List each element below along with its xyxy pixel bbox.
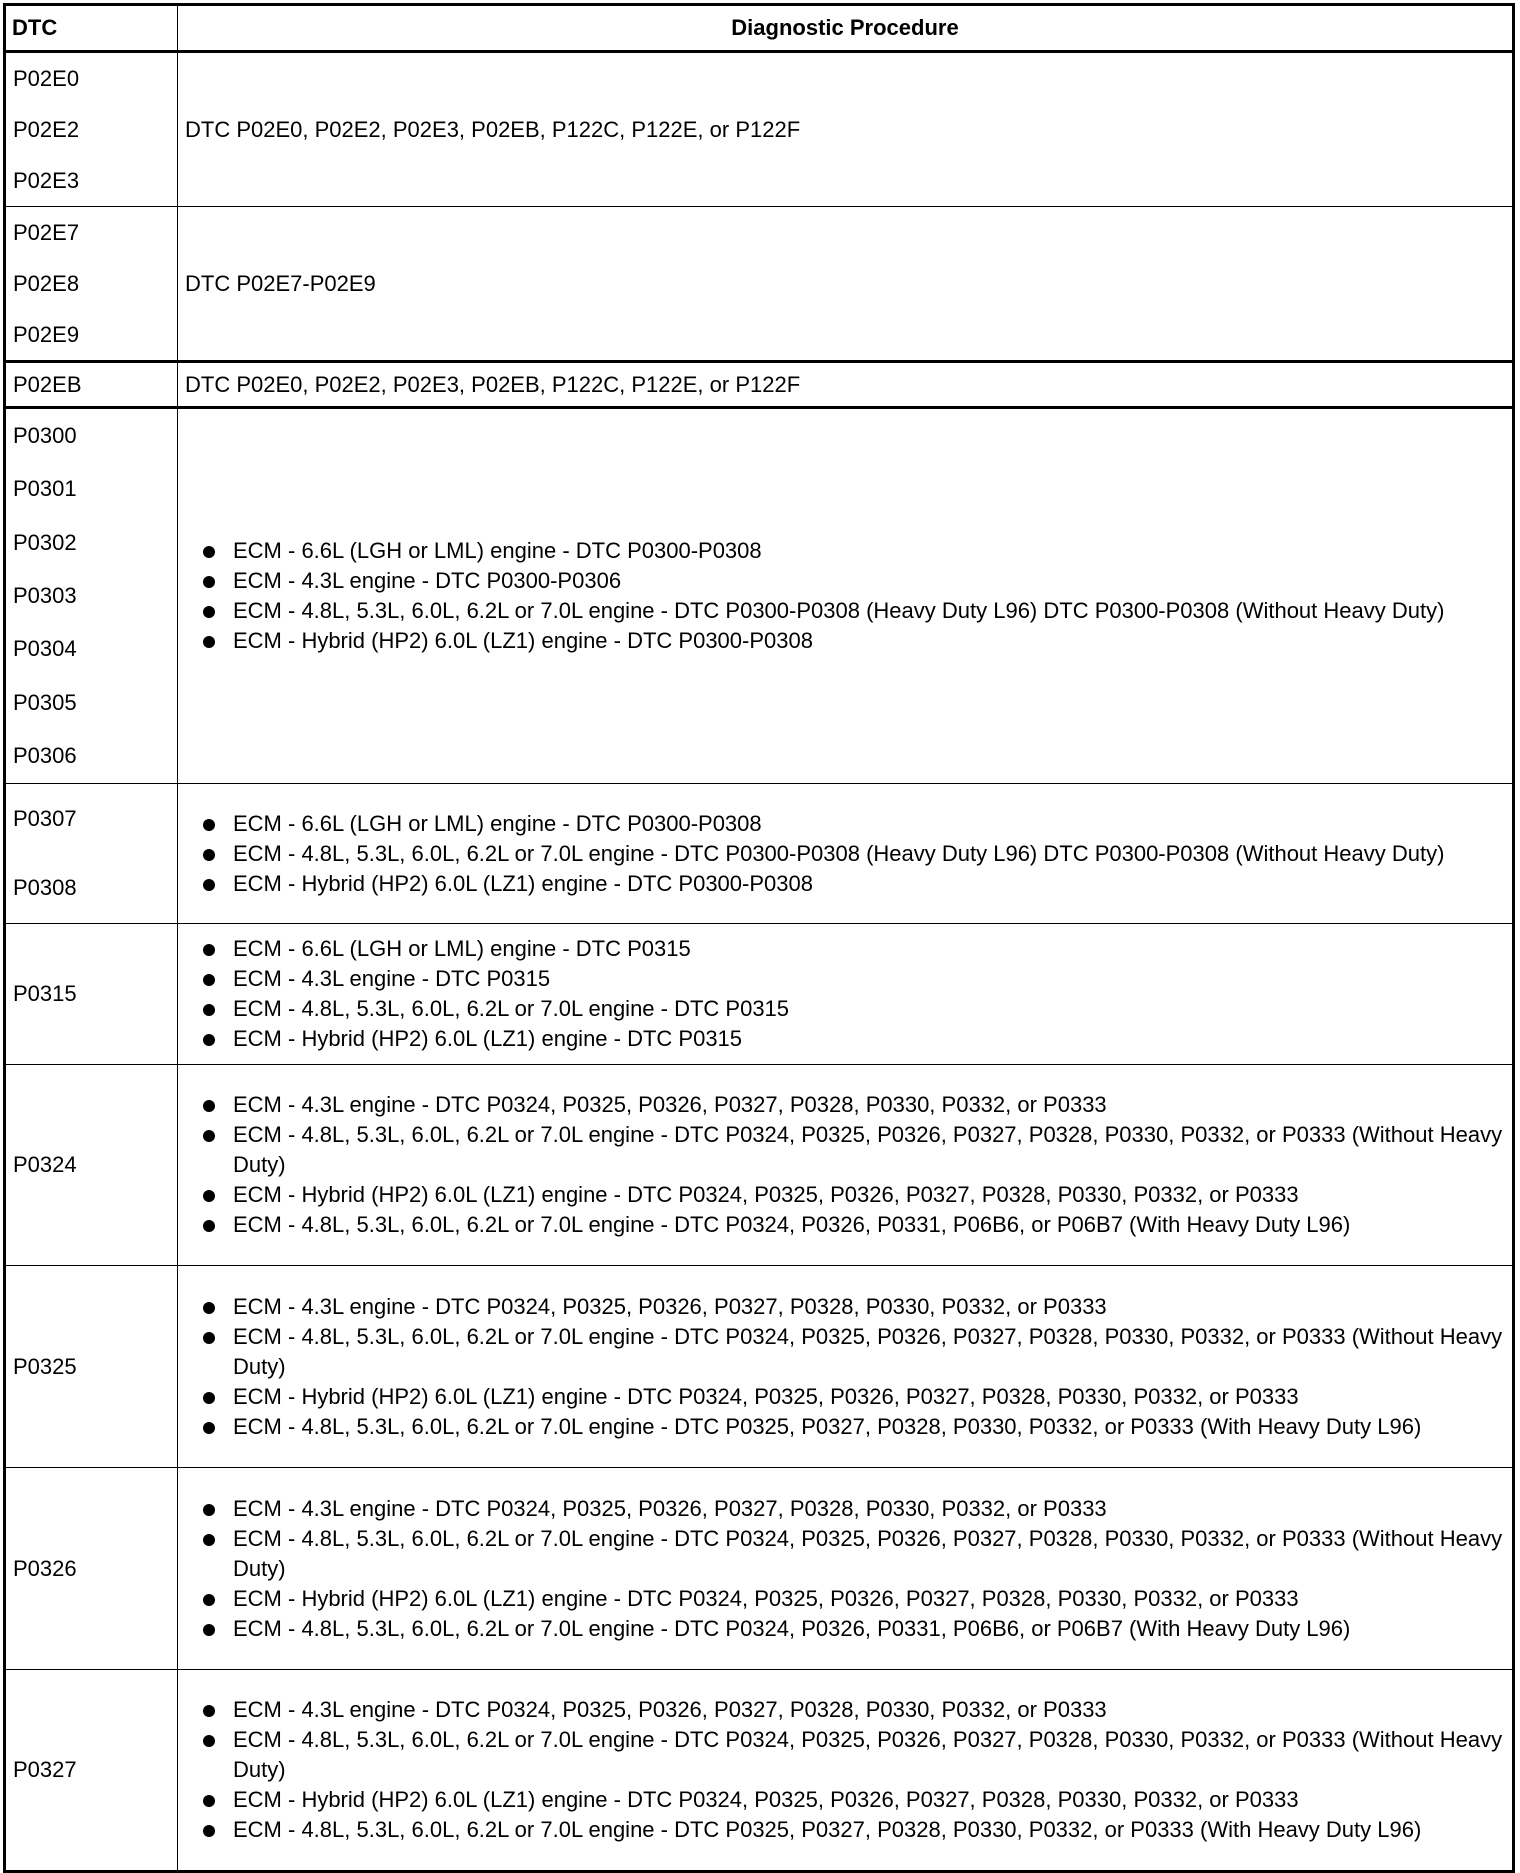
procedure-link[interactable]: ECM - 4.8L, 5.3L, 6.0L, 6.2L or 7.0L engine - DTC P0300-P0308 (Heavy Duty L96) DTC P0300-P0308 (Without Heavy Duty) [233,598,1445,623]
dtc-code-list [6,1065,177,1265]
bullet-icon [203,1422,215,1434]
dtc-code: P0303 [13,582,77,608]
dtc-cell [5,784,178,924]
procedure-list-item [233,626,1504,656]
dtc-code: P0307 [13,805,77,831]
procedure-link[interactable]: ECM - 4.8L, 5.3L, 6.0L, 6.2L or 7.0L engine - DTC P0324, P0325, P0326, P0327, P0328, P0330, P0332, or P0333 (Without Heavy Duty) [233,1323,1503,1379]
procedure-list-item [233,596,1504,626]
procedure-list [178,934,1512,1054]
bullet-icon [203,974,215,986]
bullet-icon [203,1332,215,1344]
procedure-list-item [233,964,1504,994]
dtc-cell [5,924,178,1065]
procedure-link[interactable]: ECM - Hybrid (HP2) 6.0L (LZ1) engine - DTC P0300-P0308 [233,870,813,896]
dtc-code: P0306 [13,743,77,769]
procedure-list-item [233,1524,1504,1584]
bullet-icon [203,1705,215,1717]
procedure-link[interactable]: ECM - 4.8L, 5.3L, 6.0L, 6.2L or 7.0L engine - DTC P0324, P0326, P0331, P06B6, or P06B7 (With Heavy Duty L96) [233,1615,1351,1641]
dtc-cell [5,1266,178,1468]
procedure-cell [178,362,1514,408]
procedure-cell [178,1468,1514,1670]
procedure-link[interactable]: ECM - 4.3L engine - DTC P0315 [233,966,551,991]
bullet-icon [203,1825,215,1837]
procedure-cell [178,924,1514,1065]
procedure-link[interactable]: ECM - 4.3L engine - DTC P0324, P0325, P0326, P0327, P0328, P0330, P0332, or P0333 [233,1495,1107,1521]
dtc-code-list [6,924,177,1064]
bullet-icon [203,1624,215,1636]
bullet-icon [203,606,215,618]
procedure-list-item [233,1614,1504,1644]
procedure-list-item [233,1412,1504,1442]
procedure-link[interactable]: ECM - 4.8L, 5.3L, 6.0L, 6.2L or 7.0L engine - DTC P0325, P0327, P0328, P0330, P0332, or P0333 (With Heavy Duty L96) [233,1413,1422,1439]
procedure-list-item [233,536,1504,566]
procedure-link[interactable]: ECM - 4.3L engine - DTC P0324, P0325, P0326, P0327, P0328, P0330, P0332, or P0333 [233,1697,1107,1722]
procedure-list [178,1695,1512,1845]
dtc-code: P02EB [13,371,82,397]
dtc-code: P0326 [13,1555,77,1581]
procedure-list-item [233,869,1504,899]
procedure-list-item [233,1785,1504,1815]
bullet-icon [203,576,215,588]
procedure-list-item [233,1120,1504,1180]
bullet-icon [203,944,215,956]
procedure-list-item [233,1584,1504,1614]
table-row [5,784,1514,924]
dtc-code: P0324 [13,1152,77,1177]
table-row [5,1468,1514,1670]
procedure-link[interactable]: ECM - Hybrid (HP2) 6.0L (LZ1) engine - DTC P0324, P0325, P0326, P0327, P0328, P0330, P0332, or P0333 [233,1585,1299,1611]
dtc-code-list [6,784,177,923]
column-header-procedure: Diagnostic Procedure [178,5,1514,52]
procedure-list-item [233,1024,1504,1054]
bullet-icon [203,1034,215,1046]
dtc-code-list [6,53,177,206]
bullet-icon [203,1795,215,1807]
table-header-row [5,5,1514,52]
procedure-list [178,536,1512,656]
dtc-code: P0302 [13,529,77,555]
table-row [5,52,1514,207]
dtc-code: P02E3 [13,167,80,193]
procedure-link[interactable]: ECM - 4.8L, 5.3L, 6.0L, 6.2L or 7.0L engine - DTC P0324, P0325, P0326, P0327, P0328, P0330, P0332, or P0333 (Without Heavy Duty) [233,1727,1503,1782]
procedure-link[interactable]: ECM - 6.6L (LGH or LML) engine - DTC P0300-P0308 [233,538,762,563]
dtc-code-list [6,1468,177,1669]
dtc-code-list [6,409,177,783]
procedure-list-item [233,1815,1504,1845]
procedure-link[interactable]: ECM - 4.8L, 5.3L, 6.0L, 6.2L or 7.0L engine - DTC P0300-P0308 (Heavy Duty L96) DTC P0300-P0308 (Without Heavy Duty) [233,840,1445,866]
dtc-cell [5,1468,178,1670]
procedure-list-item [233,839,1504,869]
dtc-code: P02E7 [13,219,80,245]
bullet-icon [203,546,215,558]
table-row [5,1065,1514,1266]
dtc-code: P02E9 [13,321,80,347]
bullet-icon [203,1130,215,1142]
table-body [5,52,1514,1872]
procedure-list [178,1292,1512,1442]
procedure-list-item [233,1292,1504,1322]
dtc-code: P0327 [13,1757,77,1782]
procedure-list-item [233,1180,1504,1210]
table-row [5,362,1514,408]
procedure-link[interactable]: ECM - 4.3L engine - DTC P0324, P0325, P0326, P0327, P0328, P0330, P0332, or P0333 [233,1293,1107,1319]
procedure-cell [178,52,1514,207]
procedure-link[interactable]: ECM - Hybrid (HP2) 6.0L (LZ1) engine - DTC P0324, P0325, P0326, P0327, P0328, P0330, P0332, or P0333 [233,1182,1299,1207]
bullet-icon [203,1504,215,1516]
dtc-table [3,3,1515,1873]
procedure-link[interactable]: ECM - 4.8L, 5.3L, 6.0L, 6.2L or 7.0L engine - DTC P0325, P0327, P0328, P0330, P0332, or P0333 (With Heavy Duty L96) [233,1817,1422,1842]
procedure-cell [178,1670,1514,1872]
table-row [5,207,1514,362]
procedure-link[interactable]: ECM - 4.3L engine - DTC P0300-P0306 [233,568,622,593]
dtc-code: P0305 [13,689,77,715]
dtc-code: P02E2 [13,116,80,142]
dtc-code: P0315 [13,981,77,1006]
procedure-list-item [233,1090,1504,1120]
dtc-cell [5,207,178,362]
procedure-list-item [233,1695,1504,1725]
procedure-link[interactable]: DTC P02E0, P02E2, P02E3, P02EB, P122C, P122E, or P122F [185,371,801,397]
bullet-icon [203,1302,215,1314]
procedure-link[interactable]: ECM - 4.8L, 5.3L, 6.0L, 6.2L or 7.0L engine - DTC P0324, P0326, P0331, P06B6, or P06B7 (With Heavy Duty L96) [233,1212,1351,1237]
procedure-cell [178,1065,1514,1266]
bullet-icon [203,879,215,891]
bullet-icon [203,636,215,648]
procedure-link[interactable]: ECM - Hybrid (HP2) 6.0L (LZ1) engine - DTC P0300-P0308 [233,628,813,653]
bullet-icon [203,1004,215,1016]
procedure-list-item [233,934,1504,964]
table-row [5,1266,1514,1468]
dtc-cell [5,408,178,784]
procedure-link[interactable]: DTC P02E0, P02E2, P02E3, P02EB, P122C, P122E, or P122F [185,116,801,142]
dtc-code: P0300 [13,422,77,448]
dtc-code-list [6,1266,177,1467]
procedure-link[interactable]: ECM - 6.6L (LGH or LML) engine - DTC P0300-P0308 [233,810,762,836]
procedure-link[interactable]: ECM - Hybrid (HP2) 6.0L (LZ1) engine - DTC P0324, P0325, P0326, P0327, P0328, P0330, P0332, or P0333 [233,1787,1299,1812]
dtc-code: P02E0 [13,65,80,91]
bullet-icon [203,1100,215,1112]
procedure-list-item [233,566,1504,596]
bullet-icon [203,1735,215,1747]
procedure-list-item [233,1725,1504,1785]
dtc-code-list [6,1670,177,1870]
bullet-icon [203,1392,215,1404]
procedure-list [178,809,1512,899]
procedure-link[interactable]: DTC P02E7-P02E9 [185,270,376,296]
table-row [5,1670,1514,1872]
procedure-cell [178,408,1514,784]
procedure-link[interactable]: ECM - Hybrid (HP2) 6.0L (LZ1) engine - DTC P0315 [233,1026,743,1051]
procedure-link[interactable]: ECM - 4.8L, 5.3L, 6.0L, 6.2L or 7.0L engine - DTC P0324, P0325, P0326, P0327, P0328, P0330, P0332, or P0333 (Without Heavy Duty) [233,1122,1503,1177]
bullet-icon [203,1594,215,1606]
dtc-code: P0308 [13,875,77,901]
procedure-link[interactable]: ECM - Hybrid (HP2) 6.0L (LZ1) engine - DTC P0324, P0325, P0326, P0327, P0328, P0330, P0332, or P0333 [233,1383,1299,1409]
procedure-link[interactable]: ECM - 6.6L (LGH or LML) engine - DTC P0315 [233,936,691,961]
table-row [5,408,1514,784]
dtc-code: P0325 [13,1353,77,1379]
bullet-icon [203,1534,215,1546]
procedure-link[interactable]: ECM - 4.8L, 5.3L, 6.0L, 6.2L or 7.0L engine - DTC P0324, P0325, P0326, P0327, P0328, P0330, P0332, or P0333 (Without Heavy Duty) [233,1525,1503,1581]
procedure-list [178,1090,1512,1240]
procedure-list [178,1494,1512,1644]
bullet-icon [203,849,215,861]
procedure-list-item [233,809,1504,839]
table-row [5,924,1514,1065]
bullet-icon [203,1220,215,1232]
procedure-cell [178,1266,1514,1468]
dtc-code-list [6,207,177,360]
procedure-list-item [233,1382,1504,1412]
procedure-cell [178,784,1514,924]
dtc-code: P02E8 [13,270,80,296]
procedure-list-item [233,994,1504,1024]
procedure-link[interactable]: ECM - 4.3L engine - DTC P0324, P0325, P0326, P0327, P0328, P0330, P0332, or P0333 [233,1092,1107,1117]
procedure-list-item [233,1494,1504,1524]
procedure-list-item [233,1210,1504,1240]
bullet-icon [203,1190,215,1202]
dtc-code: P0304 [13,636,77,662]
dtc-cell [5,52,178,207]
dtc-cell [5,1065,178,1266]
dtc-code-list [6,363,177,406]
column-header-dtc: DTC [5,5,178,52]
dtc-cell [5,1670,178,1872]
bullet-icon [203,819,215,831]
procedure-link[interactable]: ECM - 4.8L, 5.3L, 6.0L, 6.2L or 7.0L engine - DTC P0315 [233,996,790,1021]
procedure-list-item [233,1322,1504,1382]
dtc-cell [5,362,178,408]
dtc-code: P0301 [13,476,77,502]
procedure-cell [178,207,1514,362]
